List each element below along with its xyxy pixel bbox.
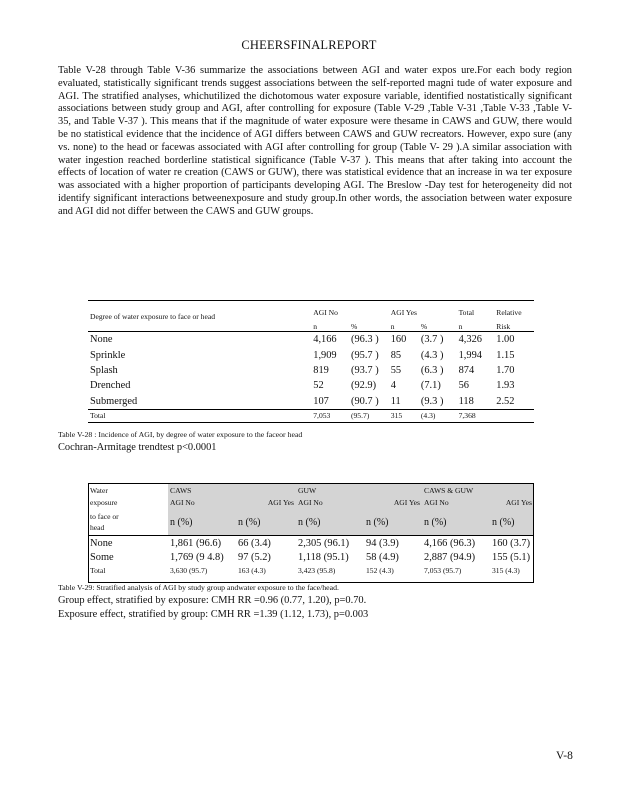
table28-col-total: Total bbox=[458, 308, 475, 317]
table-cell: (9.3 ) bbox=[420, 395, 444, 407]
table-cell: 11 bbox=[390, 395, 401, 407]
table-cell: 1,861 (96.6) bbox=[168, 536, 236, 551]
table-cell: 107 bbox=[313, 395, 329, 407]
table-cell: (6.3 ) bbox=[420, 364, 444, 376]
table-v29 bbox=[88, 484, 534, 576]
table-cell: 315 bbox=[389, 409, 419, 422]
table-cell: 52 bbox=[313, 380, 324, 392]
table-cell: None bbox=[88, 536, 168, 551]
table28-sub-pct1: % bbox=[349, 317, 389, 332]
table-cell: 1,118 (95.1) bbox=[298, 551, 349, 563]
table28-total-row bbox=[88, 409, 534, 422]
table-cell: 1.93 bbox=[496, 380, 515, 392]
table-cell: (90.7 ) bbox=[350, 395, 379, 407]
table29-npct-row bbox=[88, 509, 534, 536]
table-cell: Sprinkle bbox=[90, 349, 126, 361]
page-number: V-8 bbox=[556, 750, 573, 762]
table-cell: 155 (5.1) bbox=[492, 551, 531, 563]
table-v28 bbox=[88, 301, 534, 423]
table-cell: 1.70 bbox=[496, 364, 515, 376]
table28-header-row bbox=[88, 301, 534, 317]
table-cell: 2.52 bbox=[496, 395, 515, 407]
table-cell: 1,994 bbox=[458, 349, 482, 361]
table28-sub-risk: Risk bbox=[494, 317, 534, 332]
table-cell: 1.15 bbox=[496, 349, 515, 361]
table29-row-label-3 bbox=[88, 509, 168, 536]
table-cell: 56 bbox=[458, 380, 469, 392]
table29-npct: n (%) bbox=[168, 509, 236, 536]
table-cell: 874 bbox=[458, 364, 475, 376]
table-cell: 2,887 (94.9) bbox=[424, 551, 476, 563]
table-row bbox=[88, 536, 534, 551]
table29-npct: n (%) bbox=[490, 509, 534, 536]
table-row bbox=[88, 332, 534, 348]
table-cell: 7,368 bbox=[457, 409, 495, 422]
table29-group-header-row bbox=[88, 484, 534, 496]
table29-sub-header: AGI Yes bbox=[490, 496, 534, 509]
table29-row-label-line: head bbox=[90, 523, 105, 532]
table-cell: (95.7 ) bbox=[350, 349, 379, 361]
table-cell: Drenched bbox=[90, 380, 131, 392]
table-cell: 97 (5.2) bbox=[238, 551, 271, 563]
table28-sub-pct2: % bbox=[419, 317, 457, 332]
page-title: CHEERSFINALREPORT bbox=[241, 38, 377, 52]
table29-total-row bbox=[88, 564, 534, 576]
table-cell: 4 bbox=[390, 380, 396, 392]
table-cell: 3,630 (95.7) bbox=[170, 565, 208, 575]
table-cell: 58 (4.9) bbox=[366, 551, 399, 563]
group-effect-text: Group effect, stratified by exposure: CMH RR =0.96 (0.77, 1.20), p=0.70. bbox=[58, 595, 367, 606]
table-cell: 85 bbox=[390, 349, 402, 361]
table-cell: Submerged bbox=[90, 395, 138, 407]
table-cell: (3.7 ) bbox=[420, 334, 444, 346]
table-cell: (96.3 ) bbox=[350, 334, 379, 346]
table29-npct: n (%) bbox=[236, 509, 296, 536]
table29-row-label-2: exposure bbox=[90, 498, 118, 507]
table-cell: 1.00 bbox=[496, 334, 515, 346]
table-row bbox=[88, 394, 534, 410]
exposure-effect-text: Exposure effect, stratified by group: CMH RR =1.39 (1.12, 1.73), p=0.003 bbox=[58, 609, 369, 620]
table28-trend-test: Cochran-Armitage trendtest p<0.0001 bbox=[58, 442, 217, 453]
table29-npct: n (%) bbox=[296, 509, 364, 536]
table-cell: Splash bbox=[90, 364, 118, 376]
table-cell: 7,053 bbox=[311, 409, 349, 422]
table-cell: 163 (4.3) bbox=[238, 565, 266, 575]
table-row bbox=[88, 347, 534, 362]
table29-sub-header: AGI No bbox=[422, 496, 490, 509]
table28-sub-n2: n bbox=[389, 317, 419, 332]
table-row bbox=[88, 378, 534, 393]
summary-paragraph: Table V-28 through Table V-36 summarize the associations between AGI and water expos ure.For each body region evaluated, statistically significant trends suggest associations between the self-reported magni tude of water exposure and AGI. The stratified analyses, whichutilized the dichotomous water exposure variable, identified nostatistically significant associations between study group and AGI, after controlling for exposure (Table V-29 ,Table V-31 ,Table V-33 ,Table V- 35, and Table V-37 ). This means that if the magnitude of water exposure were thesame in CAWS and GUW, there would be no statistical evidence that the incidence of AGI differs between CAWS and GUW recreators. However, expo sure (any vs. none) to the head or facewas associated with AGI after controlling for group (Table V- 29 ).A similar association with water ingestion reached borderline statistical significance (Table V-37 ). This means that after taking into account the effects of location of water re creation (CAWS or GUW), there was statistical evidence that an increase in wa ter exposure was associated with a higher proportion of participants developing AGI. The Breslow -Day test for heterogeneity did not identify significant interactions betweenexposure and study group.In other words, the association between water exposure and AGI did not differ between the CAWS and GUW groups. bbox=[58, 65, 572, 217]
table29-sub-header: AGI Yes bbox=[236, 496, 296, 509]
table28-col-empty2 bbox=[419, 301, 457, 317]
table-row bbox=[88, 363, 534, 378]
table28-col-relative: Relative bbox=[496, 308, 522, 317]
table-cell: 4,166 (96.3) bbox=[422, 536, 490, 551]
table28-col-agi-no: AGI No bbox=[313, 308, 338, 317]
table-cell: (93.7 ) bbox=[350, 364, 379, 376]
table28-col-empty1 bbox=[349, 301, 389, 317]
table-cell: Total bbox=[90, 565, 106, 575]
table-cell: 7,053 (95.7) bbox=[424, 565, 462, 575]
table-cell: Total bbox=[88, 409, 311, 422]
table29-sub-header: AGI Yes bbox=[364, 496, 422, 509]
table28-col-agi-yes: AGI Yes bbox=[390, 308, 417, 317]
table29-sub-header: AGI No bbox=[296, 496, 364, 509]
table29-subheader-row bbox=[88, 496, 534, 509]
table29-row-label-1: Water bbox=[90, 485, 108, 495]
table-cell: (4.3 ) bbox=[420, 349, 444, 361]
table-cell: 3,423 (95.8) bbox=[298, 565, 336, 575]
table-cell: 94 (3.9) bbox=[364, 536, 422, 551]
table-cell: 118 bbox=[458, 395, 474, 407]
table-cell: (4.3) bbox=[419, 409, 457, 422]
table-cell: (95.7) bbox=[349, 409, 389, 422]
table29-sub-header: AGI No bbox=[168, 496, 236, 509]
table-cell: (7.1) bbox=[420, 380, 441, 392]
table-cell: 1,769 (9 4.8) bbox=[170, 551, 224, 563]
table-cell: None bbox=[90, 334, 113, 346]
table28-sub-n3: n bbox=[457, 317, 495, 332]
table-cell: (92.9) bbox=[350, 380, 377, 392]
table-cell bbox=[494, 409, 534, 422]
table29-group-caws: CAWS bbox=[168, 484, 296, 496]
table29-group-guw: GUW bbox=[296, 484, 422, 496]
table-cell: 4,326 bbox=[458, 334, 482, 346]
table-cell: 4,166 bbox=[313, 334, 337, 346]
table29-row-label-line: to face or bbox=[90, 512, 119, 521]
table-cell: Some bbox=[90, 551, 114, 563]
table29-group-combined: CAWS & GUW bbox=[422, 484, 534, 496]
table-cell: 160 (3.7) bbox=[490, 536, 534, 551]
table-cell: 819 bbox=[313, 364, 329, 376]
table28-caption: Table V-28 : Incidence of AGI, by degree of water exposure to the faceor head bbox=[58, 430, 303, 439]
table-cell: 1,909 bbox=[313, 349, 337, 361]
table-cell: 315 (4.3) bbox=[492, 565, 520, 575]
table-cell: 152 (4.3) bbox=[366, 565, 394, 575]
table-cell: 66 (3.4) bbox=[236, 536, 296, 551]
table28-col-degree: Degree of water exposure to face or head bbox=[88, 301, 311, 332]
table-cell: 2,305 (96.1) bbox=[296, 536, 364, 551]
table-cell: 160 bbox=[390, 334, 407, 346]
table28-sub-n1: n bbox=[311, 317, 349, 332]
table29-npct: n (%) bbox=[364, 509, 422, 536]
table-cell: 55 bbox=[390, 364, 402, 376]
table29-npct: n (%) bbox=[422, 509, 490, 536]
table29-caption: Table V-29: Stratified analysis of AGI by study group andwater exposure to the face/head. bbox=[58, 583, 339, 592]
table-row bbox=[88, 550, 534, 564]
